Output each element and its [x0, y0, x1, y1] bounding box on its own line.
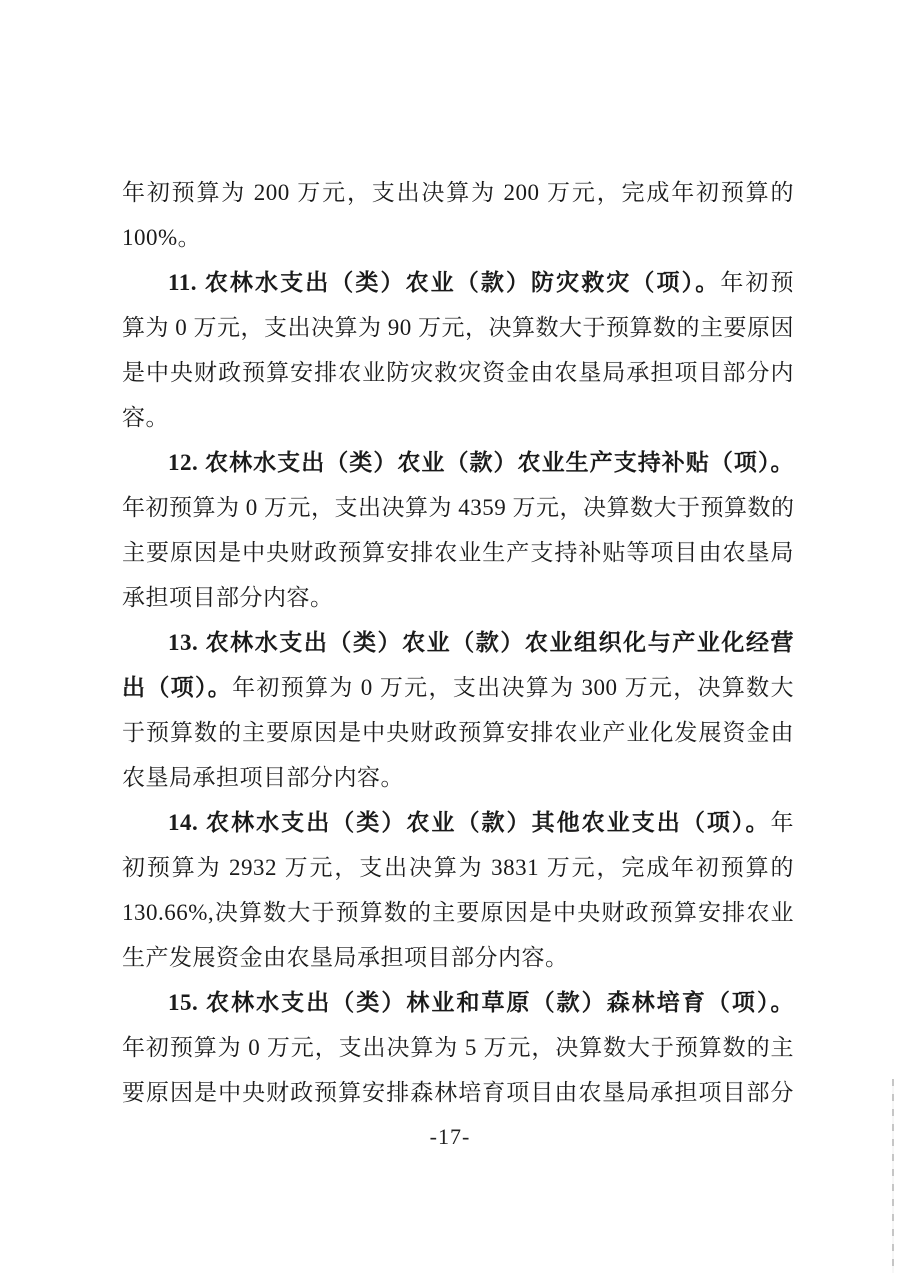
body-text: 主要原因是中央财政预算安排农业生产支持补贴等项目由农垦局: [122, 540, 794, 565]
text-line: [122, 215, 794, 260]
body-text: 年初预算为 0 万元，支出决算为 300 万元，决算数大: [232, 675, 795, 700]
body-text: 年初预: [720, 270, 795, 295]
body-text: 100%。: [122, 225, 202, 250]
item-15-heading: 15. 农林水支出（类）林业和草原（款）森林培育（项）。: [168, 990, 794, 1015]
text-line: [122, 755, 794, 800]
text-line: [122, 620, 794, 665]
text-line: [122, 1070, 794, 1115]
text-line: [122, 530, 794, 575]
body-text: 农垦局承担项目部分内容。: [122, 765, 404, 790]
text-line: [122, 485, 794, 530]
body-text: 年初预算为 200 万元，支出决算为 200 万元，完成年初预算的: [122, 180, 794, 205]
body-text: 承担项目部分内容。: [122, 585, 334, 610]
body-text: 130.66%,决算数大于预算数的主要原因是中央财政预算安排农业: [122, 900, 794, 925]
body-text: 是中央财政预算安排农业防灾救灾资金由农垦局承担项目部分内: [122, 360, 794, 385]
item-13-heading: 13. 农林水支出（类）农业（款）农业组织化与产业化经营: [168, 630, 794, 655]
text-line: [122, 980, 794, 1025]
item-11-heading: 11. 农林水支出（类）农业（款）防灾救灾（项）。: [168, 270, 721, 295]
text-line: [122, 305, 794, 350]
text-line: [122, 440, 794, 485]
body-text: 于预算数的主要原因是中央财政预算安排农业产业化发展资金由: [122, 720, 794, 745]
text-line: [122, 890, 794, 935]
text-line: [122, 350, 794, 395]
text-line: [122, 665, 794, 710]
text-line: [122, 935, 794, 980]
text-line: [122, 800, 794, 845]
body-text: 算为 0 万元，支出决算为 90 万元，决算数大于预算数的主要原因: [122, 315, 794, 340]
item-12-heading: 12. 农林水支出（类）农业（款）农业生产支持补贴（项）。: [168, 450, 794, 475]
body-text: 年初预算为 0 万元，支出决算为 4359 万元，决算数大于预算数的: [122, 495, 795, 520]
text-line: [122, 260, 794, 305]
body-text: 初预算为 2932 万元，支出决算为 3831 万元，完成年初预算的: [122, 855, 794, 880]
body-text: 要原因是中央财政预算安排森林培育项目由农垦局承担项目部分: [122, 1080, 794, 1105]
body-text: 生产发展资金由农垦局承担项目部分内容。: [122, 945, 569, 970]
body-text: 年: [770, 810, 794, 835]
page-number: -17-: [429, 1124, 471, 1149]
text-line: [122, 170, 794, 215]
item-14-heading: 14. 农林水支出（类）农业（款）其他农业支出（项）。: [168, 810, 771, 835]
text-line: [122, 395, 794, 440]
text-line: [122, 710, 794, 755]
text-line: [122, 845, 794, 890]
scan-edge-artifact: [892, 1079, 894, 1273]
text-line: [122, 575, 794, 620]
body-text: 年初预算为 0 万元，支出决算为 5 万元，决算数大于预算数的主: [122, 1035, 794, 1060]
item-13-heading-continued: 出（项）。: [122, 675, 233, 700]
body-text: 容。: [122, 405, 169, 430]
document-text-block: [122, 170, 794, 1115]
text-line: [122, 1025, 794, 1070]
